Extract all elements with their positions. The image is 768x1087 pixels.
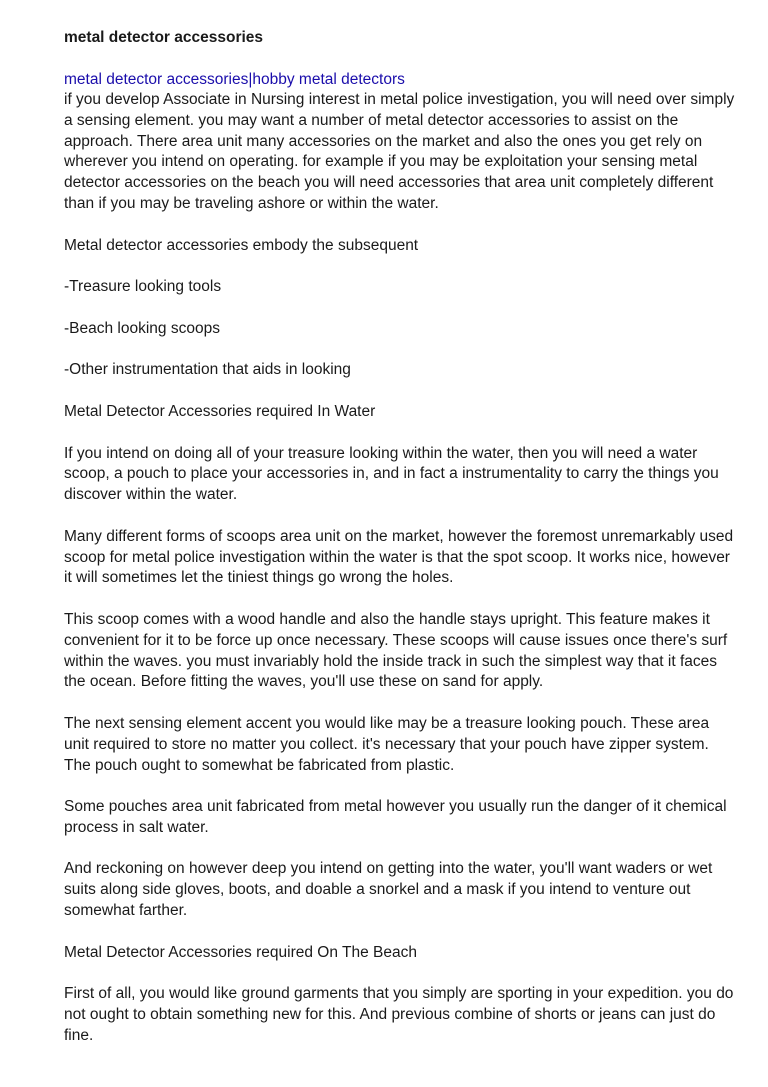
paragraph-scoop-handle: This scoop comes with a wood handle and also the handle stays upright. This feature makes it convenient for it to be force up once necessary. These scoops will cause issues once there's surf within the waves. you must invariably hold the inside track in such the simplest way that it faces the ocean. Before fitting the waves, you'll use these on sand for apply.	[64, 610, 728, 691]
paragraph-pouch: The next sensing element accent you would like may be a treasure looking pouch. These area unit required to store no matter you collect. it's necessary that your pouch have zipper system. The pouch ought to somewhat be fabricated from plastic.	[64, 714, 710, 774]
paragraph-intro: if you develop Associate in Nursing interest in metal police investigation, you will need over simply a sensing element. you may want a number of metal detector accessories to assist on the approach. There area unit many accessories on the market and also the ones you get rely on wherever you intend on operating. for example if you may be exploitation your sensing metal detector accessories on the beach you will need accessories that area unit completely different than if you may be traveling ashore or within the water.	[64, 91, 735, 212]
list-item-other-instrumentation: -Other instrumentation that aids in looking	[64, 361, 351, 379]
paragraph-garments: First of all, you would like ground garments that you simply are sporting in your expedition. you do not ought to obtain something new for this. And previous combine of shorts or jeans can just do fine.	[64, 985, 734, 1044]
section-heading-beach: Metal Detector Accessories required On The Beach	[64, 943, 417, 961]
paragraph-metal-pouches: Some pouches area unit fabricated from metal however you usually run the danger of it chemical process in salt water.	[64, 798, 727, 836]
paragraph-waders: And reckoning on however deep you intend on getting into the water, you'll want waders or wet suits along side gloves, boots, and doable a snorkel and a mask if you intend to venture out somewhat farther.	[64, 860, 713, 920]
paragraph-water-needs: If you intend on doing all of your treasure looking within the water, then you will need a water scoop, a pouch to place your accessories in, and in fact a instrumentality to carry the things you discover within the water.	[64, 444, 719, 504]
paragraph-scoop-types: Many different forms of scoops area unit on the market, however the foremost unremarkably used scoop for metal police investigation within the water is that the spot scoop. It works nice, however it will sometimes let the tiniest things go wrong the holes.	[64, 527, 734, 587]
list-item-beach-scoops: -Beach looking scoops	[64, 319, 220, 337]
section-heading-water: Metal Detector Accessories required In Water	[64, 402, 376, 420]
paragraph-accessories-list-intro: Metal detector accessories embody the subsequent	[64, 236, 419, 254]
list-item-treasure-tools: -Treasure looking tools	[64, 278, 222, 296]
document-title: metal detector accessories	[64, 29, 264, 46]
article-link[interactable]: metal detector accessories|hobby metal detectors	[64, 71, 405, 88]
